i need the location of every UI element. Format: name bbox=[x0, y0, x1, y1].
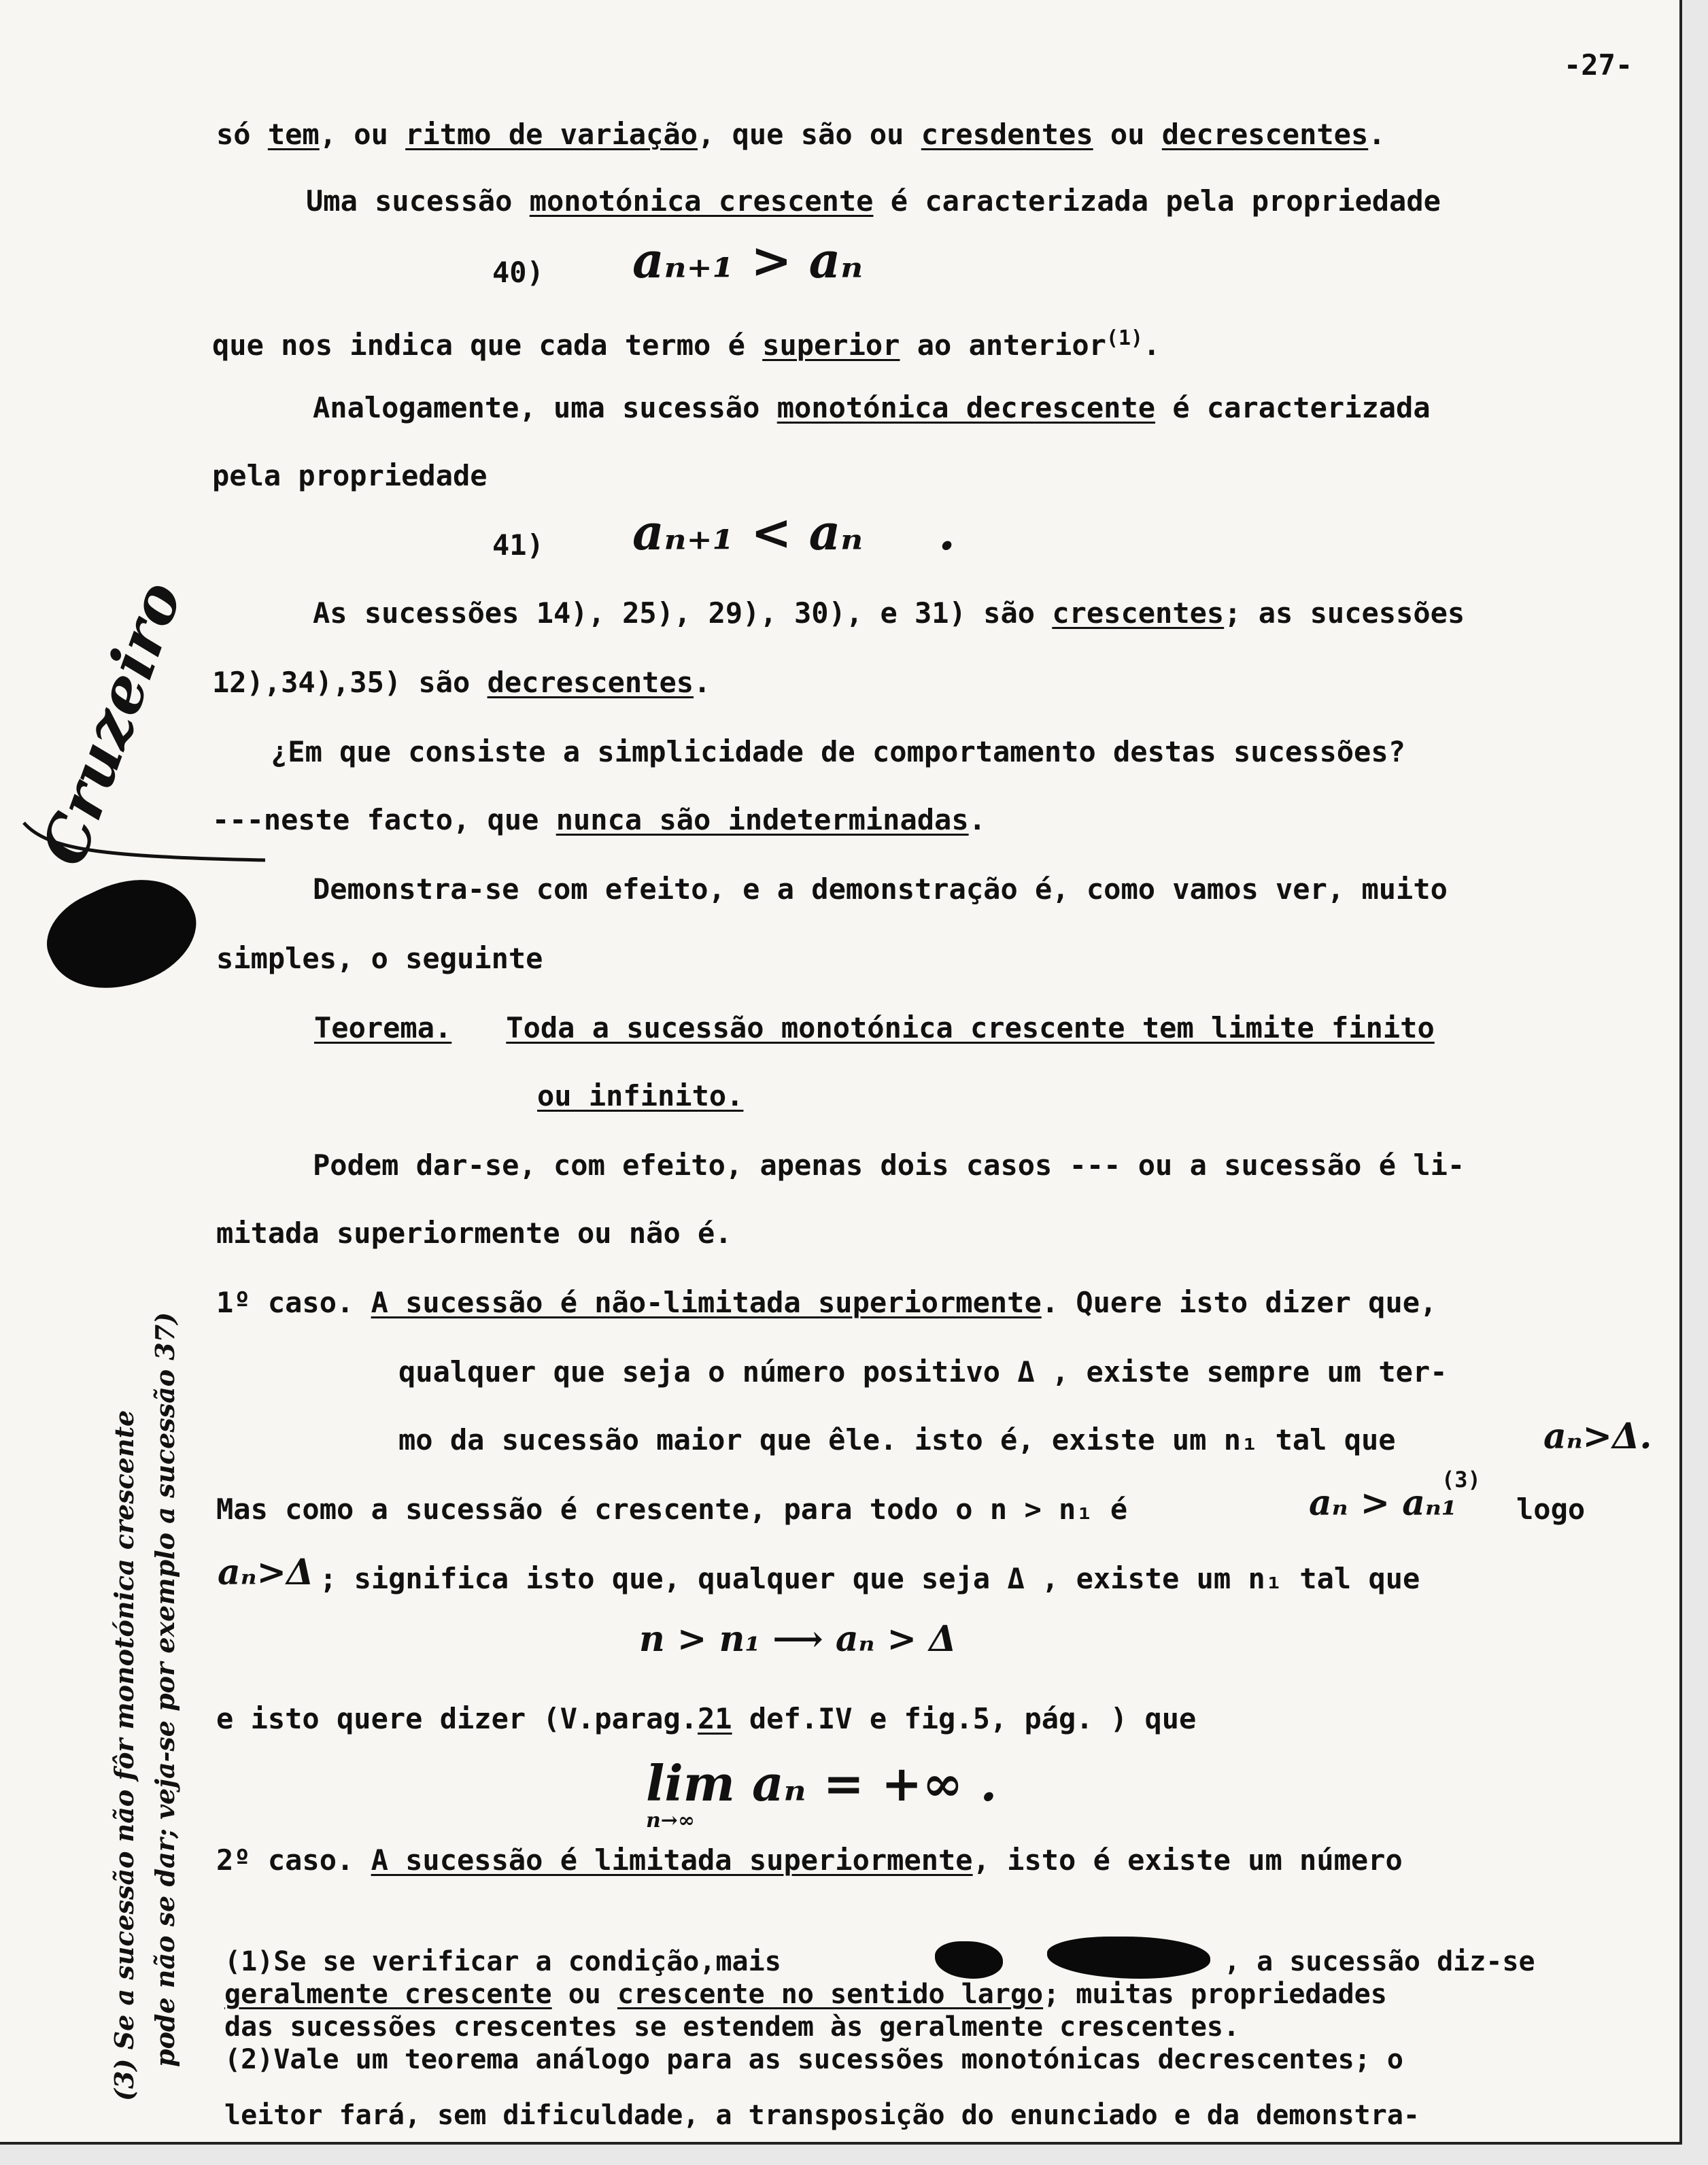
theorem-statement: Toda a sucessão monotónica crescente tem limite finito bbox=[506, 1011, 1435, 1044]
margin-note-line-1: (3) Se a sucessão não fôr monotónica crescente bbox=[109, 1410, 139, 2101]
handwritten-formula-41: aₙ₊₁ < aₙ bbox=[632, 503, 864, 561]
equation-label-40: 40) bbox=[492, 256, 544, 289]
theorem-label: Teorema. bbox=[314, 1011, 452, 1044]
text: é caracterizada bbox=[1155, 391, 1431, 424]
text: ; as sucessões bbox=[1224, 596, 1465, 630]
theorem-line-2 bbox=[537, 1078, 743, 1114]
text: ; significa isto que, qualquer que seja bbox=[320, 1562, 1008, 1595]
underlined-text: nunca são indeterminadas bbox=[556, 803, 969, 836]
theorem-line bbox=[314, 1010, 1435, 1046]
underlined-text: cresdentes bbox=[921, 118, 1093, 151]
pen-stroke bbox=[20, 809, 279, 891]
text-line-13: simples, o seguinte bbox=[216, 942, 543, 975]
text: ; muitas propriedades bbox=[1043, 1979, 1387, 2010]
text: . bbox=[694, 666, 711, 699]
handwritten-implication: n > n₁ ⟶ aₙ > Δ bbox=[639, 1618, 957, 1660]
footnote-1-line-1b bbox=[1224, 1946, 1535, 1977]
underlined-text: ritmo de variação bbox=[405, 118, 698, 151]
handwritten-inequality: aₙ>Δ. bbox=[1543, 1416, 1652, 1457]
delta-symbol: Δ bbox=[1007, 1562, 1025, 1595]
text-line-21: Mas como a sucessão é crescente, para todo o n > n₁ é bbox=[216, 1493, 1128, 1526]
text: , ou bbox=[319, 118, 406, 151]
underlined-text: decrescentes bbox=[487, 666, 694, 699]
underlined-text: crescente no sentido largo bbox=[617, 1979, 1044, 2010]
text: logo bbox=[1516, 1493, 1586, 1526]
underlined-text: A sucessão é limitada superiormente bbox=[371, 1843, 973, 1877]
text-line-6: pela propriedade bbox=[212, 459, 488, 492]
text: 1º caso. bbox=[216, 1286, 371, 1319]
text-line-23 bbox=[216, 1701, 1196, 1737]
text: , a sucessão diz-se bbox=[1224, 1946, 1535, 1977]
text: , existe sempre um ter- bbox=[1034, 1355, 1448, 1388]
text-line-12: Demonstra-se com efeito, e a demonstração é, como vamos ver, muito bbox=[313, 872, 1448, 906]
text: Analogamente, uma sucessão bbox=[313, 391, 777, 424]
text: , que são ou bbox=[698, 118, 921, 151]
text-line-20: mo da sucessão maior que êle. isto é, existe um n₁ tal que bbox=[398, 1423, 1396, 1456]
underlined-text: 21 bbox=[698, 1702, 732, 1735]
handwritten-formula-40: aₙ₊₁ > aₙ bbox=[632, 231, 864, 289]
text: qualquer que seja o número positivo bbox=[398, 1355, 1018, 1388]
underlined-text: decrescentes bbox=[1161, 118, 1369, 151]
text-line-10: ¿Em que consiste a simplicidade de comportamento destas sucessões? bbox=[271, 735, 1405, 768]
text-line-2 bbox=[306, 184, 1441, 219]
text-line-19 bbox=[398, 1354, 1447, 1390]
ink-blot bbox=[935, 1941, 1003, 1979]
text-line-17: mitada superiormente ou não é. bbox=[216, 1216, 732, 1250]
text: . Quere isto dizer que, bbox=[1041, 1286, 1437, 1319]
theorem-statement-end: ou infinito. bbox=[537, 1079, 744, 1112]
text: ou bbox=[1093, 118, 1162, 151]
text: . bbox=[1368, 118, 1386, 151]
text-line-16: Podem dar-se, com efeito, apenas dois casos --- ou a sucessão é li- bbox=[313, 1148, 1465, 1182]
ink-blot bbox=[1047, 1937, 1210, 1979]
handwritten-limit-subscript: n→∞ bbox=[646, 1809, 695, 1832]
text: Uma sucessão bbox=[306, 184, 530, 218]
margin-note-line-2: pode não se dar; veja-se por exemplo a sucessão 37) bbox=[150, 1312, 180, 2067]
footnote-ref: (3) bbox=[1441, 1467, 1481, 1493]
text-line-22 bbox=[320, 1561, 1420, 1597]
text: é caracterizada pela propriedade bbox=[873, 184, 1441, 218]
text-line-5 bbox=[313, 390, 1431, 426]
text: só bbox=[216, 118, 268, 151]
handwritten-limit: lim aₙ = +∞ . bbox=[646, 1754, 997, 1812]
text: def.IV e fig.5, pág. ) que bbox=[732, 1702, 1197, 1735]
underlined-text: tem bbox=[267, 118, 320, 151]
underlined-text: monotónica decrescente bbox=[776, 391, 1156, 424]
text: , existe um n₁ tal que bbox=[1024, 1562, 1420, 1595]
handwritten-signature: Cruzeiro bbox=[27, 572, 197, 875]
text-line-18 bbox=[216, 1285, 1437, 1320]
text: 2º caso. bbox=[216, 1843, 371, 1877]
text-line-1 bbox=[216, 117, 1386, 152]
text: As sucessões 14), 25), 29), 30), e 31) são bbox=[313, 596, 1053, 630]
text-line-11 bbox=[212, 802, 986, 838]
text: . bbox=[968, 803, 986, 836]
text-line-24 bbox=[216, 1843, 1403, 1878]
text: (1)Se se verificar a condição,mais bbox=[224, 1946, 781, 1977]
underlined-text: superior bbox=[762, 328, 900, 362]
handwritten-inequality: aₙ>Δ bbox=[218, 1552, 314, 1593]
page-number: -27- bbox=[1564, 48, 1633, 82]
text: que nos indica que cada termo é bbox=[212, 328, 763, 362]
handwritten-period: . bbox=[938, 503, 956, 561]
footnote-2-line-1: (2)Vale um teorema análogo para as sucessões monotónicas decrescentes; o bbox=[224, 2044, 1403, 2075]
text: ou bbox=[551, 1979, 617, 2010]
underlined-text: A sucessão é não-limitada superiormente bbox=[371, 1286, 1042, 1319]
footnote-1-line-3: das sucessões crescentes se estendem às geralmente crescentes. bbox=[224, 2011, 1240, 2043]
footnote-1-line-1 bbox=[224, 1946, 781, 1977]
text: 12),34),35) são bbox=[212, 666, 488, 699]
footnote-2-line-2: leitor fará, sem dificuldade, a transposição do enunciado e da demonstra- bbox=[224, 2100, 1420, 2131]
underlined-text: monotónica crescente bbox=[529, 184, 874, 218]
text: . bbox=[1143, 328, 1161, 362]
footnote-1-line-2 bbox=[224, 1979, 1387, 2010]
underlined-text: geralmente crescente bbox=[224, 1979, 552, 2010]
underlined-text: crescentes bbox=[1052, 596, 1225, 630]
handwritten-inequality: aₙ > aₙ₁ bbox=[1309, 1482, 1457, 1524]
text: e isto quere dizer (V.parag. bbox=[216, 1702, 698, 1735]
footnote-ref: (1) bbox=[1106, 326, 1144, 350]
text-line-4 bbox=[212, 321, 1160, 363]
text-line-9 bbox=[212, 665, 711, 700]
equation-label-41: 41) bbox=[492, 528, 544, 562]
delta-symbol: Δ bbox=[1017, 1355, 1035, 1388]
text: , isto é existe um número bbox=[972, 1843, 1403, 1877]
text: ---neste facto, que bbox=[212, 803, 556, 836]
text: ao anterior bbox=[900, 328, 1106, 362]
text-line-8 bbox=[313, 596, 1465, 631]
